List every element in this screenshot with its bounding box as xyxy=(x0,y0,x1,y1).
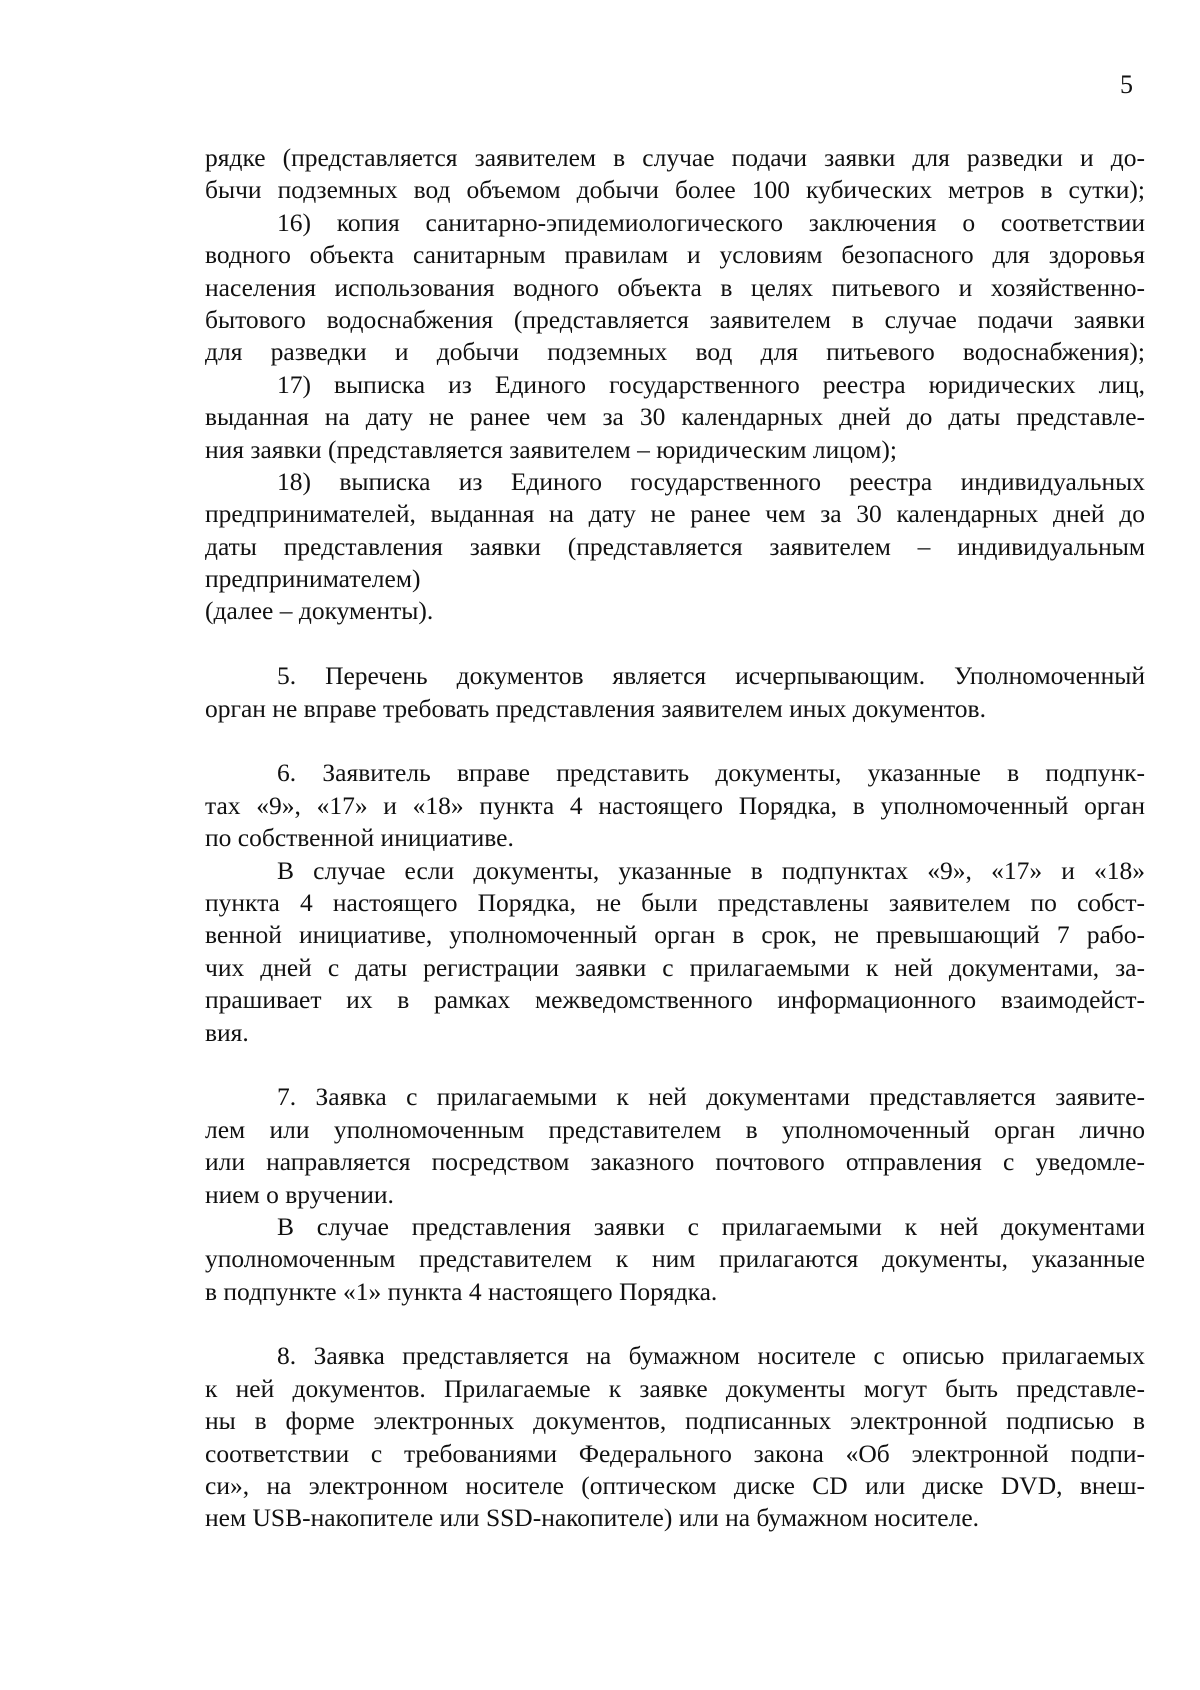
text-line: нем USB-накопителе или SSD-накопителе) или на бумажном носителе. xyxy=(205,1503,980,1533)
document-body xyxy=(205,142,1145,1535)
text-line: тах «9», «17» и «18» пункта 4 настоящего Порядка, в уполномоченный орган xyxy=(205,790,1145,820)
text-line: ния заявки (представляется заявителем – юридическим лицом); xyxy=(205,434,897,464)
text-line: (далее – документы). xyxy=(205,596,434,626)
text-line: венной инициативе, уполномоченный орган в срок, не превышающий 7 рабо- xyxy=(205,920,1145,950)
text-line: бытового водоснабжения (представляется заявителем в случае подачи заявки xyxy=(205,304,1145,334)
text-line: пункта 4 настоящего Порядка, не были представлены заявителем по собст- xyxy=(205,887,1145,917)
paragraph-spacer xyxy=(205,725,1145,757)
text-line: к ней документов. Прилагаемые к заявке документы могут быть представле- xyxy=(205,1373,1145,1403)
text-line: предпринимателем) xyxy=(205,564,421,594)
paragraph-spacer xyxy=(205,1308,1145,1340)
text-line: В случае если документы, указанные в подпунктах «9», «17» и «18» xyxy=(277,855,1145,885)
text-line: даты представления заявки (представляется заявителем – индивидуальным xyxy=(205,531,1145,561)
text-line: выданная на дату не ранее чем за 30 календарных дней до даты представле- xyxy=(205,402,1145,432)
text-line: для разведки и добычи подземных вод для питьевого водоснабжения); xyxy=(205,337,1145,367)
text-line: лем или уполномоченным представителем в уполномоченный орган лично xyxy=(205,1114,1145,1144)
paragraph-spacer xyxy=(205,1049,1145,1081)
text-line: водного объекта санитарным правилам и условиям безопасного для здоровья xyxy=(205,240,1145,270)
text-line: рядке (представляется заявителем в случае подачи заявки для разведки и до- xyxy=(205,143,1145,172)
text-line: нием о вручении. xyxy=(205,1179,394,1209)
text-line: 16) копия санитарно-эпидемиологического заключения о соответствии xyxy=(277,207,1145,237)
text-line: орган не вправе требовать представления заявителем иных документов. xyxy=(205,693,986,723)
text-line: 8. Заявка представляется на бумажном носителе с описью прилагаемых xyxy=(277,1341,1145,1371)
text-line: предпринимателей, выданная на дату не ранее чем за 30 календарных дней до xyxy=(205,499,1145,529)
text-line: по собственной инициативе. xyxy=(205,823,514,853)
text-line: чих дней с даты регистрации заявки с прилагаемыми к ней документами, за- xyxy=(205,952,1145,982)
text-line: 18) выписка из Единого государственного реестра индивидуальных xyxy=(277,466,1145,496)
text-line: 17) выписка из Единого государственного реестра юридических лиц, xyxy=(277,369,1145,399)
text-line: 6. Заявитель вправе представить документы, указанные в подпунк- xyxy=(277,758,1145,788)
text-line: соответствии с требованиями Федерального закона «Об электронной подпи- xyxy=(205,1438,1145,1468)
text-line: 5. Перечень документов является исчерпывающим. Уполномоченный xyxy=(277,661,1145,691)
text-line: уполномоченным представителем к ним прилагаются документы, указанные xyxy=(205,1244,1145,1274)
text-line: В случае представления заявки с прилагаемыми к ней документами xyxy=(277,1211,1145,1241)
text-line: или направляется посредством заказного почтового отправления с уведомле- xyxy=(205,1147,1145,1177)
text-line: 7. Заявка с прилагаемыми к ней документами представляется заявите- xyxy=(277,1082,1145,1112)
text-line: в подпункте «1» пункта 4 настоящего Порядка. xyxy=(205,1276,718,1306)
paragraph-spacer xyxy=(205,628,1145,660)
text-line: ны в форме электронных документов, подписанных электронной подписью в xyxy=(205,1406,1145,1436)
text-line: прашивает их в рамках межведомственного информационного взаимодейст- xyxy=(205,985,1145,1015)
text-line: населения использования водного объекта в целях питьевого и хозяйственно- xyxy=(205,272,1145,302)
text-line: си», на электронном носителе (оптическом диске CD или диске DVD, внеш- xyxy=(205,1471,1145,1501)
text-line: бычи подземных вод объемом добычи более 100 кубических метров в сутки); xyxy=(205,175,1145,205)
page-number: 5 xyxy=(1120,70,1133,99)
text-line: вия. xyxy=(205,1017,249,1047)
